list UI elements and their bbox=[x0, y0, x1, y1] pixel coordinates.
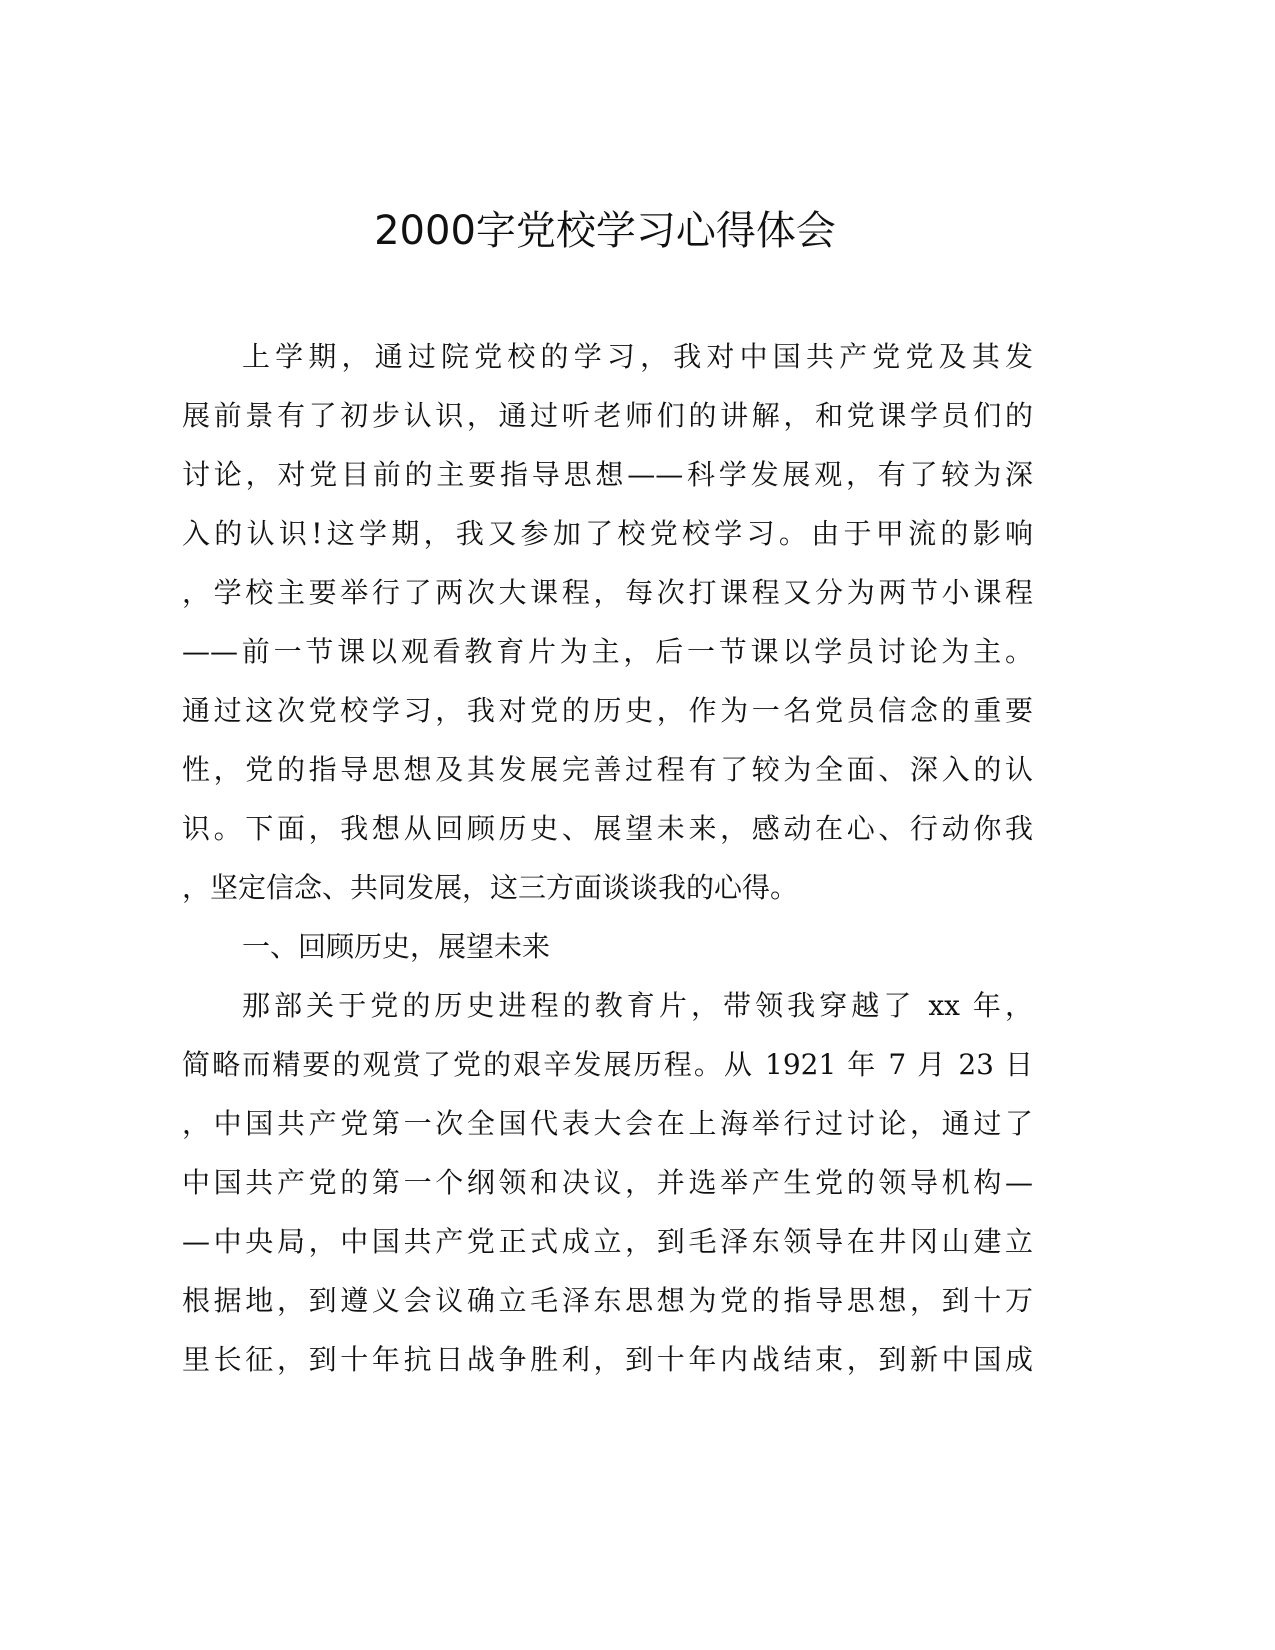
paragraph-line: ——前一节课以观看教育片为主，后一节课以学员讨论为主。 bbox=[182, 635, 1033, 668]
paragraph-line: ，坚定信念、共同发展，这三方面谈谈我的心得。 bbox=[182, 871, 799, 904]
document-body bbox=[182, 327, 1033, 1389]
paragraph-line: 讨论，对党目前的主要指导思想——科学发展观，有了较为深 bbox=[182, 458, 1033, 491]
paragraph-line: 通过这次党校学习，我对党的历史，作为一名党员信念的重要 bbox=[182, 694, 1033, 727]
paragraph-line: —中央局，中国共产党正式成立，到毛泽东领导在井冈山建立 bbox=[182, 1225, 1033, 1258]
paragraph-line: ，学校主要举行了两次大课程，每次打课程又分为两节小课程 bbox=[182, 576, 1033, 609]
paragraph-line: 性，党的指导思想及其发展完善过程有了较为全面、深入的认 bbox=[182, 753, 1033, 786]
paragraph-line: 识。下面，我想从回顾历史、展望未来，感动在心、行动你我 bbox=[182, 812, 1033, 845]
paragraph-line: 简略而精要的观赏了党的艰辛发展历程。从 1921 年 7 月 23 日 bbox=[182, 1048, 1033, 1081]
paragraph-line: 根据地，到遵义会议确立毛泽东思想为党的指导思想，到十万 bbox=[182, 1284, 1033, 1317]
paragraph-line: ，中国共产党第一次全国代表大会在上海举行过讨论，通过了 bbox=[182, 1107, 1033, 1140]
document-title: 2000字党校学习心得体会 bbox=[374, 208, 836, 254]
paragraph-line: 那部关于党的历史进程的教育片，带领我穿越了 xx 年， bbox=[242, 989, 1033, 1022]
paragraph-line: 上学期，通过院党校的学习，我对中国共产党党及其发 bbox=[242, 340, 1033, 373]
paragraph-line: 入的认识!这学期，我又参加了校党校学习。由于甲流的影响 bbox=[182, 517, 1033, 550]
section-heading: 一、回顾历史，展望未来 bbox=[242, 930, 551, 963]
paragraph-line: 中国共产党的第一个纲领和决议，并选举产生党的领导机构— bbox=[182, 1166, 1033, 1199]
paragraph-line: 里长征，到十年抗日战争胜利，到十年内战结束，到新中国成 bbox=[182, 1343, 1033, 1376]
paragraph-line: 展前景有了初步认识，通过听老师们的讲解，和党课学员们的 bbox=[182, 399, 1033, 432]
